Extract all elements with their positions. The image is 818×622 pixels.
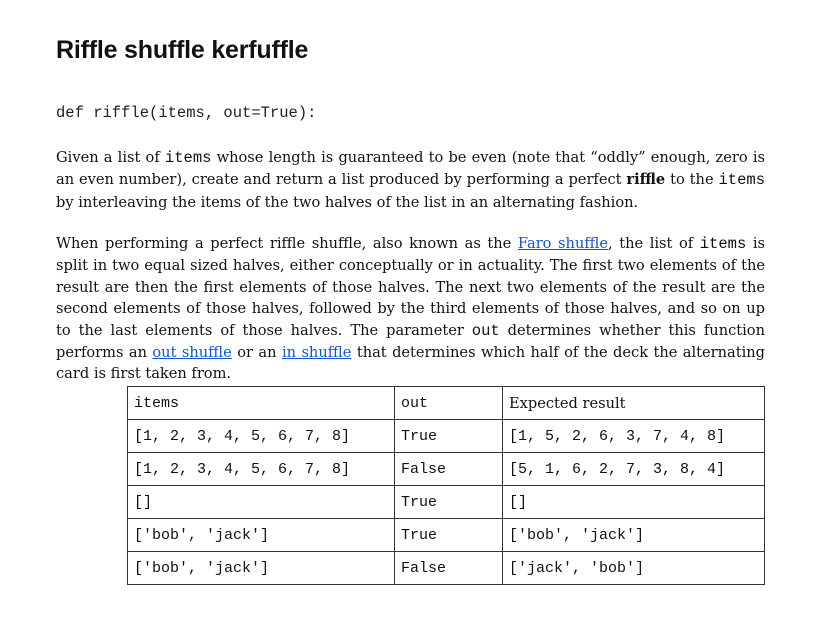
- bold-term: riffle: [626, 171, 666, 189]
- cell-out: True: [395, 486, 503, 519]
- cell-out: True: [395, 420, 503, 453]
- cell-items: [1, 2, 3, 4, 5, 6, 7, 8]: [128, 453, 395, 486]
- examples-table: [127, 386, 765, 585]
- inline-code: items: [164, 149, 212, 167]
- inline-code: out: [471, 321, 500, 340]
- cell-items: ['bob', 'jack']: [128, 552, 395, 585]
- table-row: [128, 519, 765, 552]
- text-span: determines whether this function performs an: [56, 321, 765, 362]
- header-items: items: [128, 387, 395, 420]
- table-row: [128, 420, 765, 453]
- page-title: Riffle shuffle kerfuffle: [56, 36, 309, 64]
- table-header-row: [128, 387, 765, 420]
- text-span: , the list of: [608, 235, 700, 252]
- explanation-paragraph: [56, 233, 765, 385]
- header-out: out: [395, 387, 503, 420]
- text-span: When performing a perfect riffle shuffle, also known as the: [56, 235, 518, 252]
- in-shuffle-link[interactable]: in shuffle: [281, 344, 352, 362]
- text-span: or an: [231, 344, 282, 362]
- table-row: [128, 453, 765, 486]
- header-expected: Expected result: [503, 387, 765, 420]
- text-span: Given a list of: [56, 149, 165, 166]
- text-span: to the: [665, 171, 719, 189]
- cell-out: True: [395, 519, 503, 552]
- text-span: that determines which half of the deck the alternating card is first taken from.: [56, 344, 765, 383]
- cell-out: False: [395, 453, 503, 486]
- text-span: is split in two equal sized halves, either conceptually or in actuality. The first two elements of the result are then the first elements of those halves. The next two elements of the result are the second elements of those halves, followed by the third elements of those halves, and so on up to the last elements of those halves. The parameter: [56, 235, 765, 339]
- cell-expected: ['jack', 'bob']: [503, 552, 765, 585]
- faro-shuffle-link[interactable]: Faro shuffle: [517, 235, 609, 252]
- cell-expected: [5, 1, 6, 2, 7, 3, 8, 4]: [503, 453, 765, 486]
- table-row: [128, 486, 765, 519]
- text-span: whose length is guaranteed to be even (note that “oddly” enough, zero is an even number), create and return a list produced by performing a perfect: [56, 149, 765, 189]
- cell-items: ['bob', 'jack']: [128, 519, 395, 552]
- cell-items: []: [128, 486, 395, 519]
- cell-expected: ['bob', 'jack']: [503, 519, 765, 552]
- out-shuffle-link[interactable]: out shuffle: [152, 344, 232, 362]
- cell-items: [1, 2, 3, 4, 5, 6, 7, 8]: [128, 420, 395, 453]
- cell-out: False: [395, 552, 503, 585]
- cell-expected: [1, 5, 2, 6, 3, 7, 4, 8]: [503, 420, 765, 453]
- cell-expected: []: [503, 486, 765, 519]
- text-span: by interleaving the items of the two halves of the list in an alternating fashion.: [56, 193, 639, 211]
- function-signature: def riffle(items, out=True):: [56, 104, 317, 122]
- table-row: [128, 552, 765, 585]
- inline-code: items: [699, 235, 747, 253]
- inline-code: items: [718, 171, 766, 190]
- description-paragraph: [56, 147, 765, 213]
